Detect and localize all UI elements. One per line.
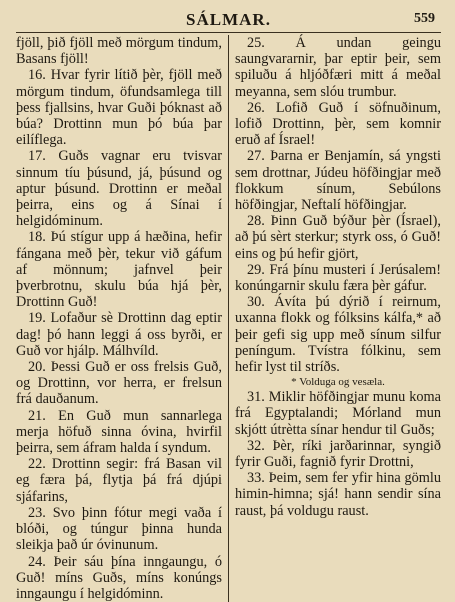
page-header: [16, 8, 441, 32]
verse-29: 29. Frá þínu musteri í Jerúsalem! konúngarnir skulu færa þèr gáfur.: [235, 262, 441, 294]
verse-24: 24. Þeir sáu þína inngaungu, ó Guð! míns Guðs, míns konúngs inngaungu í helgidóminn.: [16, 554, 222, 602]
verse-31: 31. Miklir höfðingjar munu koma frá Egyptalandi; Mórland mun skjótt útrètta sínar hendur til Guðs;: [235, 389, 441, 438]
verse-20: 20. Þessi Guð er oss frelsis Guð, og Drottinn, vor herra, er frelsun frá dauðanum.: [16, 359, 222, 408]
verse-18: 18. Þú stígur upp á hæðina, hefir fángana með þèr, tekur við gáfum af mönnum; jafnvel þeir þverbrotnu, skulu búa hjá þèr, Drottinn Guð!: [16, 229, 222, 310]
verse-28: 28. Þinn Guð býður þèr (Ísrael), að þú sèrt sterkur; styrk oss, ó Guð! eins og þú hefir gjört,: [235, 213, 441, 262]
verse-19: 19. Lofaður sè Drottinn dag eptir dag! þó hann leggi á oss byrði, er Guð vor hjálp. Málhvíld.: [16, 310, 222, 359]
left-column: [16, 35, 222, 602]
page-number: 559: [414, 11, 435, 27]
verse-25: 25. Á undan geingu saungvararnir, þar eptir þeir, sem spiluðu á hljóðfæri mitt á meðal meyanna, sem slóu trumbur.: [235, 35, 441, 100]
verse-30: 30. Ávíta þú dýrið í reirnum, uxanna flokk og fólksins kálfa,* að þeir gefi sig upp með sínum silfur peníngum. Tvístra fólkinu, sem hefir lyst til stríðs.: [235, 294, 441, 375]
verse-26: 26. Lofið Guð í söfnuðinum, lofið Drottinn, þèr, sem komnir eruð af Ísrael!: [235, 100, 441, 149]
header-rule: [16, 32, 441, 33]
verse-27: 27. Þarna er Benjamín, sá yngsti sem drottnar, Júdeu höfðingjar með flokkum sínum, Sebúlons höfðingjar, Neftalí höfðingjar.: [235, 148, 441, 213]
right-column: [228, 35, 441, 602]
verse-32: 32. Þèr, ríki jarðarinnar, syngið fyrir Guði, fagnið fyrir Drottni,: [235, 438, 441, 470]
footnote: * Volduga og vesæla.: [235, 375, 441, 389]
text-columns: [16, 35, 441, 602]
running-title: SÁLMAR.: [16, 10, 441, 30]
verse-15-continuation: fjöll, þið fjöll með mörgum tindum, Basans fjöll!: [16, 35, 222, 67]
verse-23: 23. Svo þinn fótur megi vaða í blóði, og túngur þinna hunda sleikja það úr óvinunum.: [16, 505, 222, 554]
verse-17: 17. Guðs vagnar eru tvisvar sinnum tíu þúsund, já, þúsund og aptur þúsund. Drottinn er meðal þeirra, eins og á Sínai í helgidóminum.: [16, 148, 222, 229]
verse-33: 33. Þeim, sem fer yfir hina gömlu himin-himna; sjá! hann sendir sína raust, þá voldugu raust.: [235, 470, 441, 519]
verse-22: 22. Drottinn segir: frá Basan vil eg færa þá, flytja þá frá djúpi sjáfarins,: [16, 456, 222, 505]
verse-16: 16. Hvar fyrir lítið þèr, fjöll með mörgum tindum, öfundsamlega till þess fjallsins, hvar Guði þóknast að búa? Drottinn mun þó búa þar eilíflega.: [16, 67, 222, 148]
verse-21: 21. En Guð mun sannarlega merja höfuð sinna óvina, hvirfil þeirra, sem áfram halda í syndum.: [16, 408, 222, 457]
